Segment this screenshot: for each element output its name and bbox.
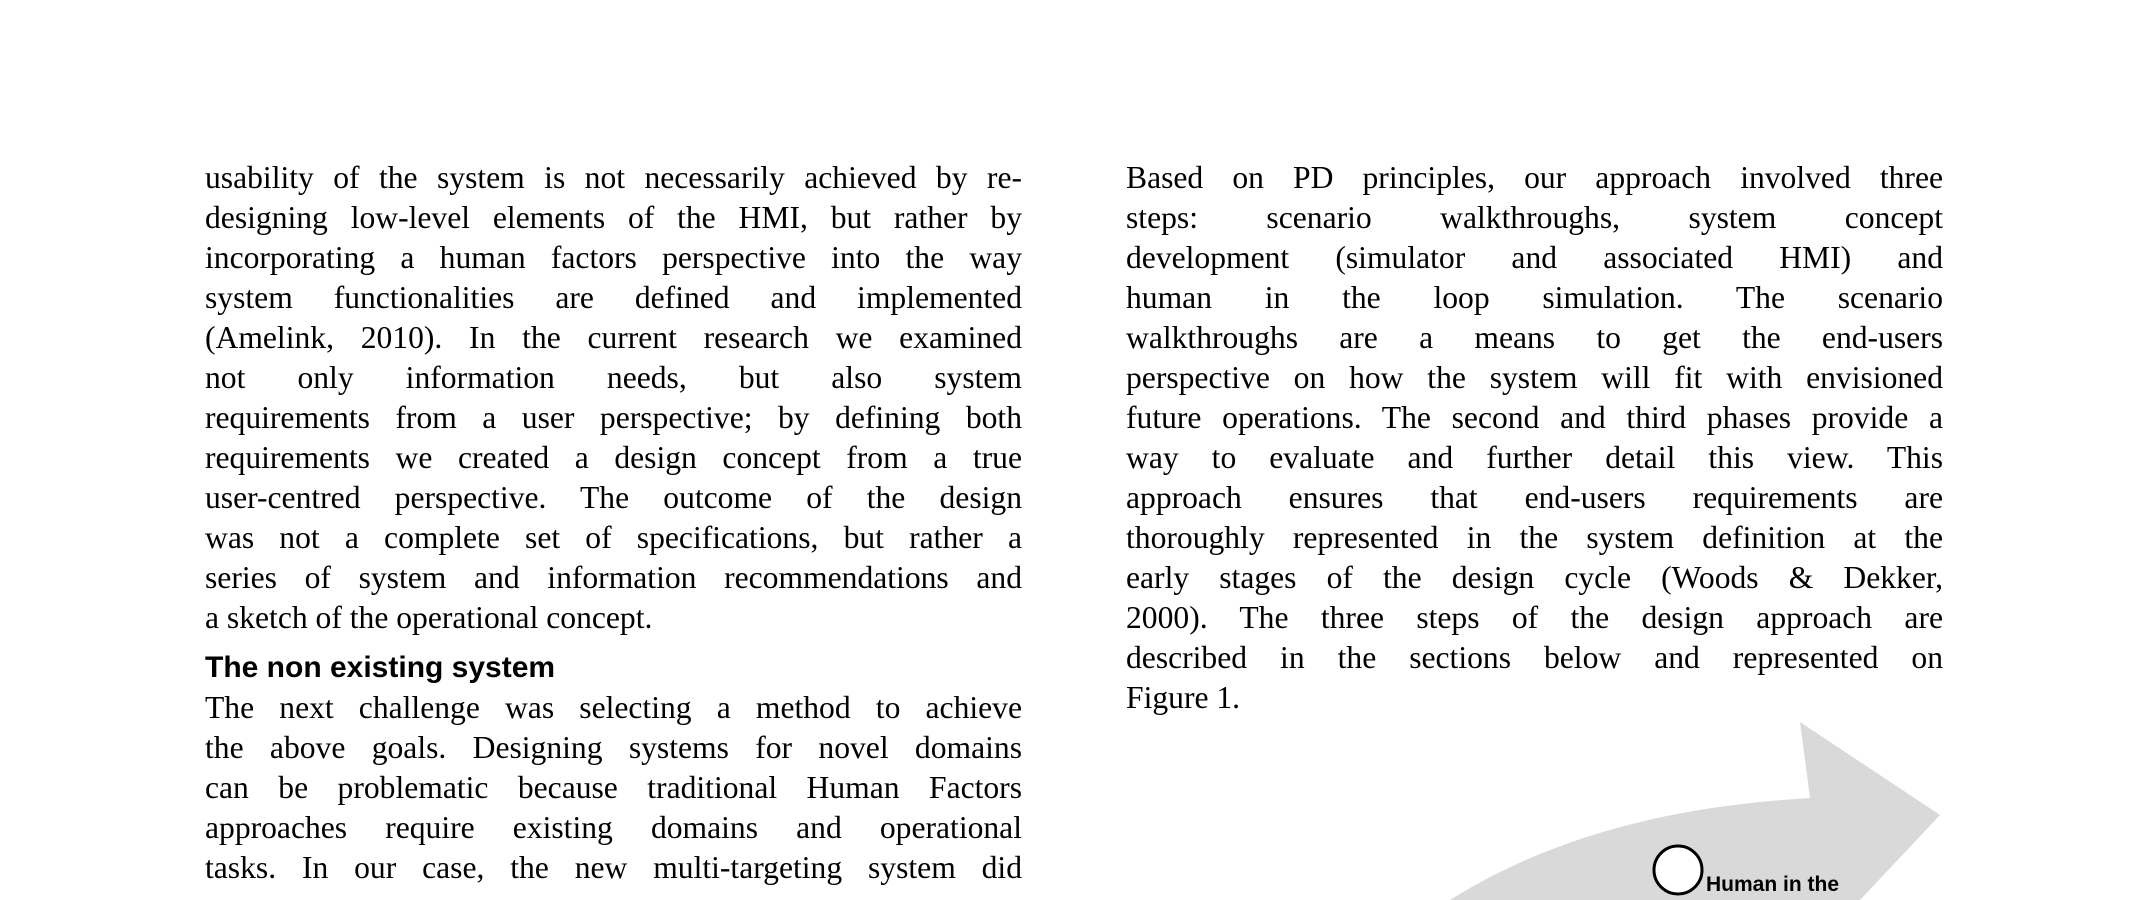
text-line: perspective on how the system will fit with envisioned <box>1126 360 1943 395</box>
paragraph-pd-approach <box>1126 158 1943 718</box>
left-column <box>205 158 1022 888</box>
text-line: human in the loop simulation. The scenario <box>1126 280 1943 315</box>
paragraph-non-existing-system <box>205 688 1022 888</box>
text-line: future operations. The second and third phases provide a <box>1126 400 1943 435</box>
text-line: way to evaluate and further detail this view. This <box>1126 440 1943 475</box>
step-circle-icon <box>1654 846 1702 894</box>
text-line: (Amelink, 2010). In the current research we examined <box>205 320 1022 355</box>
text-line: tasks. In our case, the new multi-targeting system did <box>205 850 1022 885</box>
text-line: was not a complete set of specifications, but rather a <box>205 520 1022 555</box>
text-line: designing low-level elements of the HMI, but rather by <box>205 200 1022 235</box>
design-approach-figure <box>1380 715 2149 900</box>
section-heading: The non existing system <box>205 651 556 684</box>
text-line: can be problematic because traditional Human Factors <box>205 770 1022 805</box>
text-line: not only information needs, but also system <box>205 360 1022 395</box>
text-line: system functionalities are defined and implemented <box>205 280 1022 315</box>
text-line: steps: scenario walkthroughs, system concept <box>1126 200 1943 235</box>
text-line: the above goals. Designing systems for novel domains <box>205 730 1022 765</box>
right-column <box>1126 158 1943 718</box>
text-line: user-centred perspective. The outcome of the design <box>205 480 1022 515</box>
text-line: described in the sections below and represented on <box>1126 640 1943 675</box>
text-line: series of system and information recommendations and <box>205 560 1022 595</box>
text-line: development (simulator and associated HMI) and <box>1126 240 1943 275</box>
text-line: requirements from a user perspective; by defining both <box>205 400 1022 435</box>
text-line: requirements we created a design concept from a true <box>205 440 1022 475</box>
text-line: a sketch of the operational concept. <box>205 600 653 635</box>
text-line: early stages of the design cycle (Woods & Dekker, <box>1126 560 1943 595</box>
text-line: usability of the system is not necessarily achieved by re- <box>205 160 1022 195</box>
text-line: incorporating a human factors perspective into the way <box>205 240 1022 275</box>
paragraph-usability <box>205 158 1022 638</box>
text-line: Based on PD principles, our approach involved three <box>1126 160 1943 195</box>
step-label: Human in the <box>1706 873 1840 896</box>
text-line: walkthroughs are a means to get the end-users <box>1126 320 1943 355</box>
text-line: 2000). The three steps of the design approach are <box>1126 600 1943 635</box>
text-line: The next challenge was selecting a method to achieve <box>205 690 1022 725</box>
text-line: thoroughly represented in the system definition at the <box>1126 520 1943 555</box>
text-line: Figure 1. <box>1126 680 1241 715</box>
text-line: approach ensures that end-users requirements are <box>1126 480 1943 515</box>
text-line: approaches require existing domains and operational <box>205 810 1022 845</box>
